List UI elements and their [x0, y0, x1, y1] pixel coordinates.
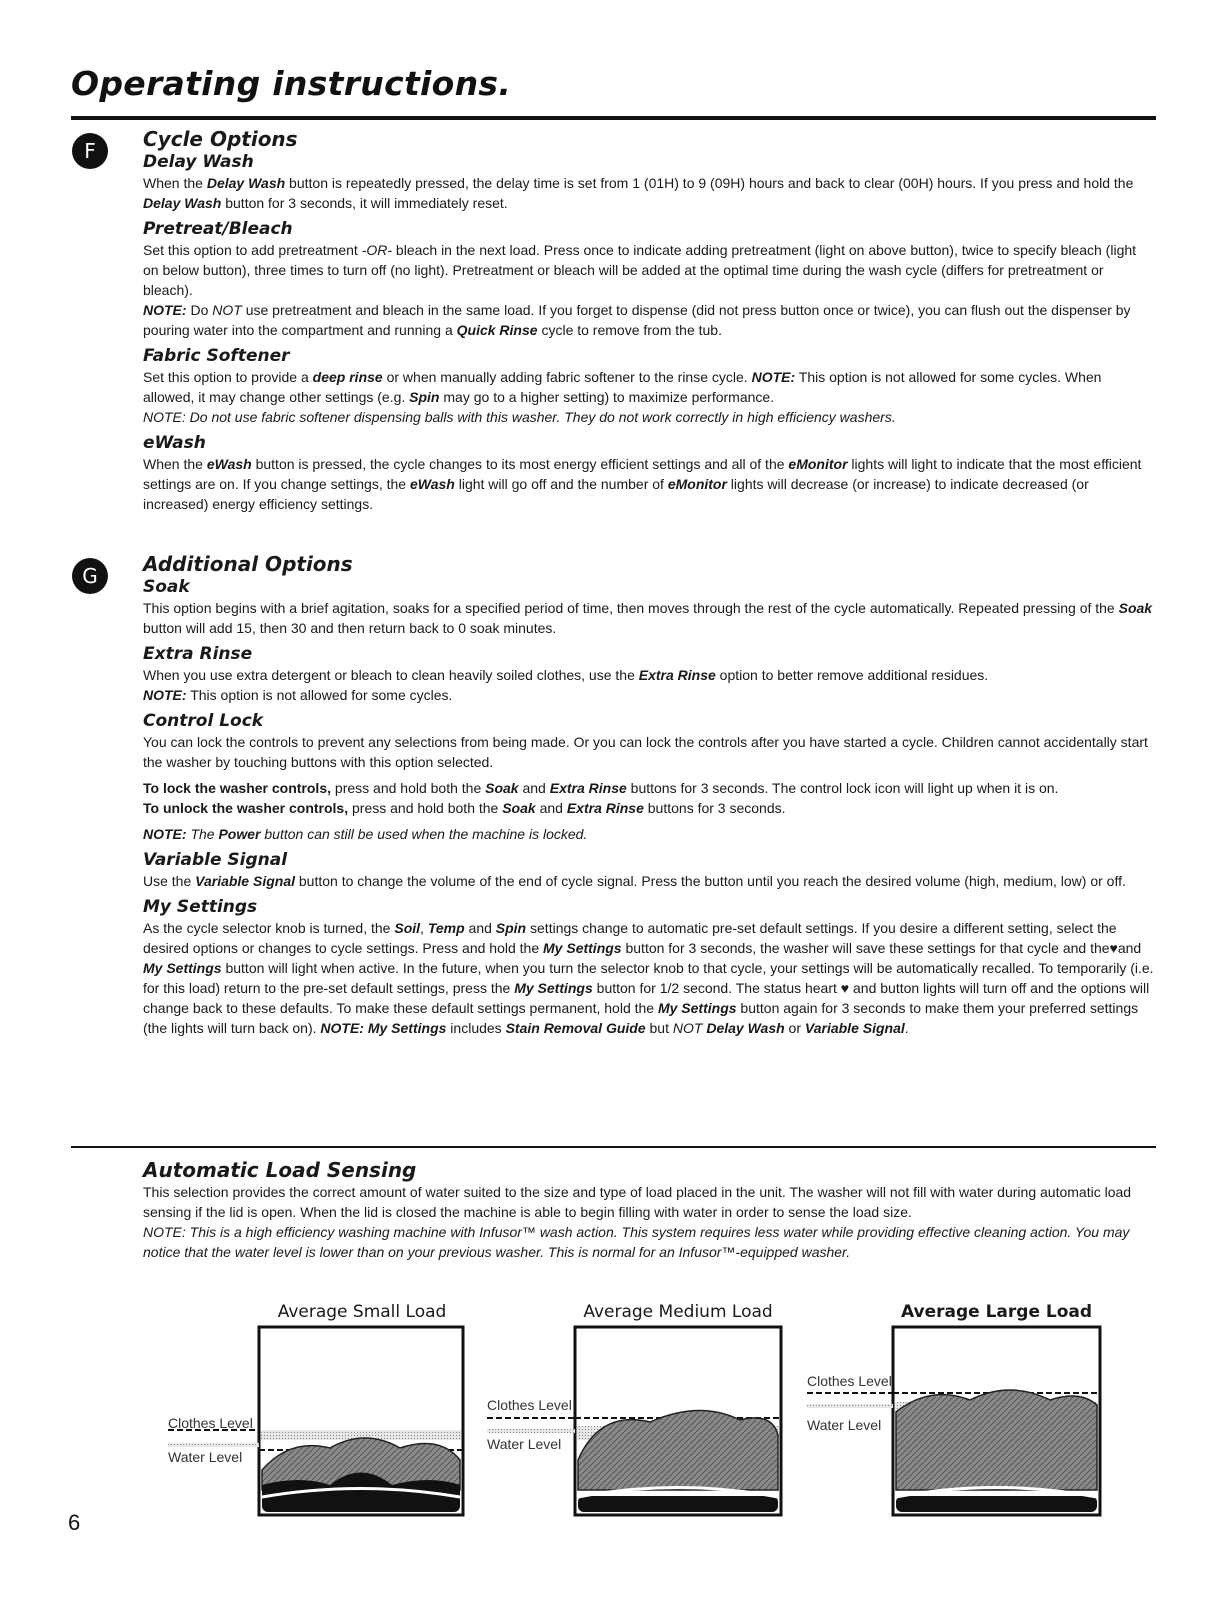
section-load-sensing — [143, 1158, 1155, 1262]
tank-medium — [487, 1327, 781, 1515]
my-settings-text: As the cycle selector knob is turned, the Soil, Temp and Spin settings change to automatic pre-set default settings. If you desire a different setting, select the desired options or changes to cycle settings. Press and hold the My Settings button for 3 seconds, the washer will save these settings for that cycle and the♥and My Settings button will light when active. In the future, when you turn the selector knob to that cycle, your settings will be automatically recalled. To temporarily (i.e. for this load) return to the pre-set default settings, press the My Settings button for 1/2 second. The status heart ♥ and button lights will turn off and the options will change back to these defaults. To make these default settings permanent, hold the My Settings button again for 3 seconds to make them your preferred settings (the lights will turn back on). NOTE: My Settings includes Stain Removal Guide but NOT Delay Wash or Variable Signal. — [143, 920, 1154, 1036]
section-g-badge: G — [72, 558, 108, 594]
water-level-label-medium: Water Level — [487, 1436, 562, 1452]
load-sensing-note: NOTE: This is a high efficiency washing machine with Infusor™ wash action. This system requires less water while providing effective cleaning action. You may notice that the water level is lower than on your previous washer. This is normal for an Infusor™-equipped washer. — [143, 1224, 1130, 1260]
pretreat-note: NOTE: Do NOT use pretreatment and bleach in the same load. If you forget to dispense (did not press button once or twice), you can flush out the dispenser by pouring water into the compartment and running a Quick Rinse cycle to remove from the tub. — [143, 302, 1131, 338]
clothes-level-label-small: Clothes Level — [168, 1415, 253, 1431]
heart-icon: ♥ — [840, 980, 850, 996]
subheading-variable-signal: Variable Signal — [143, 850, 288, 870]
subheading-ewash: eWash — [143, 433, 206, 453]
subheading-pretreat-bleach: Pretreat/Bleach — [143, 219, 293, 239]
page-number: 6 — [68, 1510, 81, 1535]
extra-rinse-text: When you use extra detergent or bleach to clean heavily soiled clothes, use the Extra Rinse option to better remove additional residues. — [143, 667, 989, 683]
extra-rinse-note: NOTE: This option is not allowed for some cycles. — [143, 687, 453, 703]
soak-text: This option begins with a brief agitation, soaks for a specified period of time, then moves through the rest of the cycle automatically. Repeated pressing of the Soak button will add 15, then 30 and then return back to 0 soak minutes. — [143, 600, 1153, 636]
page-title: Operating instructions. — [71, 64, 512, 103]
water-level-label-large: Water Level — [807, 1417, 882, 1433]
fabric-softener-note: NOTE: Do not use fabric softener dispensing balls with this washer. They do not work correctly in high efficiency washers. — [143, 409, 896, 425]
pretreat-text: Set this option to add pretreatment -OR- bleach in the next load. Press once to indicate adding pretreatment (light on above button), twice to specify bleach (light on below button), three times to turn off (no light). Pretreatment or bleach will be added at the optimal time during the wash cycle (differs for pretreatment or bleach). — [143, 242, 1137, 298]
section-f-badge: F — [72, 133, 108, 169]
control-lock-text: You can lock the controls to prevent any selections from being made. Or you can lock the controls after you have started a cycle. Children cannot accidentally start the washer by touching buttons with this option selected. — [143, 734, 1148, 770]
delay-wash-text: When the Delay Wash button is repeatedly pressed, the delay time is set from 1 (01H) to 9 (09H) hours and back to clear (00H) hours. If you press and hold the Delay Wash button for 3 seconds, it will immediately reset. — [143, 175, 1134, 211]
control-lock-unlock: To unlock the washer controls, press and hold both the Soak and Extra Rinse buttons for 3 seconds. — [143, 800, 786, 816]
subheading-extra-rinse: Extra Rinse — [143, 644, 253, 664]
tank-label-medium: Average Medium Load — [583, 1302, 773, 1322]
subheading-delay-wash: Delay Wash — [143, 152, 254, 172]
fabric-softener-text: Set this option to provide a deep rinse or when manually adding fabric softener to the rinse cycle. NOTE: This option is not allowed for some cycles. When allowed, it may change other settings (e.g. Spin may go to a higher setting) to maximize performance. — [143, 369, 1102, 405]
section-title: Additional Options — [143, 552, 353, 576]
control-lock-note: NOTE: The Power button can still be used when the machine is locked. — [143, 826, 588, 842]
control-lock-lock: To lock the washer controls, press and hold both the Soak and Extra Rinse buttons for 3 seconds. The control lock icon will light up when it is on. — [143, 780, 1059, 796]
section-title: Cycle Options — [143, 127, 298, 151]
section-additional-options — [143, 552, 1155, 1038]
header-rule — [71, 116, 1156, 120]
section-divider — [71, 1146, 1156, 1148]
heart-icon: ♥ — [1109, 940, 1118, 956]
tank-label-large: Average Large Load — [900, 1302, 1093, 1322]
load-sensing-text: This selection provides the correct amount of water suited to the size and type of load placed in the unit. The washer will not fill with water during automatic load sensing if the lid is open. When the lid is closed the machine is able to begin filling with water in order to sense the load size. — [143, 1184, 1132, 1220]
subheading-my-settings: My Settings — [143, 897, 258, 917]
subheading-control-lock: Control Lock — [143, 711, 264, 731]
ewash-text: When the eWash button is pressed, the cycle changes to its most energy efficient settings and all of the eMonitor lights will light to indicate that the most efficient settings are on. If you change settings, the eWash light will go off and the number of eMonitor lights will decrease (or increase) to indicate decreased (or increased) energy efficiency settings. — [143, 456, 1142, 512]
subheading-fabric-softener: Fabric Softener — [143, 346, 290, 366]
subheading-soak: Soak — [143, 577, 190, 597]
clothes-level-label-large: Clothes Level — [807, 1373, 892, 1389]
variable-signal-text: Use the Variable Signal button to change the volume of the end of cycle signal. Press the button until you reach the desired volume (high, medium, low) or off. — [143, 873, 1126, 889]
clothes-level-label-medium: Clothes Level — [487, 1397, 572, 1413]
tank-label-small: Average Small Load — [277, 1302, 447, 1322]
section-cycle-options — [143, 127, 1155, 514]
section-title: Automatic Load Sensing — [143, 1158, 417, 1182]
water-level-label-small: Water Level — [168, 1449, 243, 1465]
